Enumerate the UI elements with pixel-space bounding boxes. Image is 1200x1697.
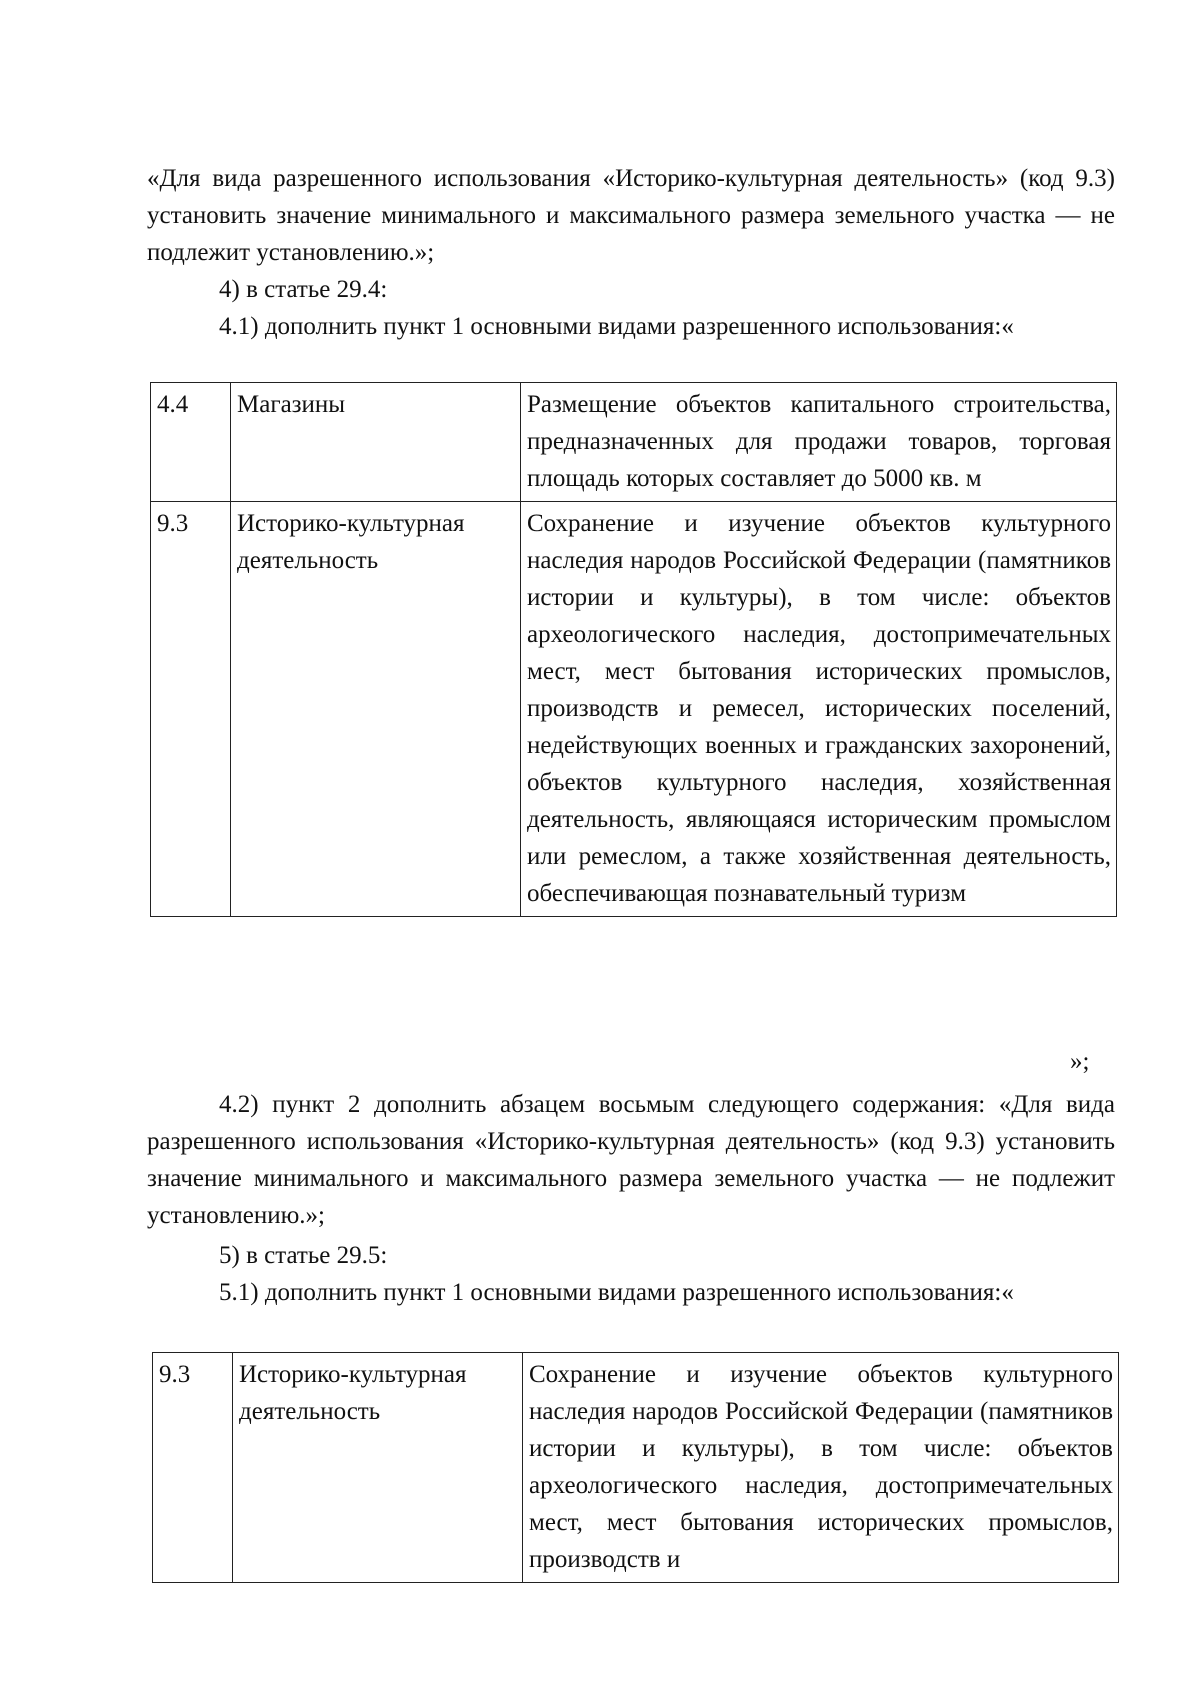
closing-quote: »; [1070, 1048, 1090, 1075]
table-cell-name: Историко-культурная деятельность [233, 1353, 523, 1583]
table-row [153, 1353, 1119, 1583]
table-row [151, 383, 1117, 502]
table-cell-code: 9.3 [153, 1353, 233, 1583]
paragraph-item-4-2: 4.2) пункт 2 дополнить абзацем восьмым следующего содержания: «Для вида разрешенного использования «Историко-культурная деятельность» (код 9.3) установить значение минимального и максимального размера земельного участка — не подлежит установлению.»; [147, 1091, 1115, 1229]
table-cell-description: Сохранение и изучение объектов культурного наследия народов Российской Федерации (памятников истории и культуры), в том числе: объектов археологического наследия, достопримечательных мест, мест бытования исторических промыслов, производств и [523, 1353, 1119, 1583]
table-cell-code: 4.4 [151, 383, 231, 502]
table-cell-description: Сохранение и изучение объектов культурного наследия народов Российской Федерации (памятников истории и культуры), в том числе: объектов археологического наследия, достопримечательных мест, мест бытования исторических промыслов, производств и ремесел, исторических поселений, недействующих военных и гражданских захоронений, объектов культурного наследия, хозяйственная деятельность, являющаяся историческим промыслом или ремеслом, а также хозяйственная деятельность, обеспечивающая познавательный туризм [521, 502, 1117, 917]
paragraph-zoning-rule: «Для вида разрешенного использования «Историко-культурная деятельность» (код 9.3) установить значение минимального и максимального размера земельного участка — не подлежит установлению.»; [147, 165, 1115, 266]
table-cell-description: Размещение объектов капитального строительства, предназначенных для продажи товаров, торговая площадь которых составляет до 5000 кв. м [521, 383, 1117, 502]
table-row [151, 502, 1117, 917]
table-cell-code: 9.3 [151, 502, 231, 917]
paragraph-item-5-1: 5.1) дополнить пункт 1 основными видами разрешенного использования:« [219, 1279, 1014, 1306]
paragraph-article-29-4: 4) в статье 29.4: [219, 276, 388, 303]
land-use-table-2 [152, 1352, 1119, 1583]
table-cell-name: Магазины [231, 383, 521, 502]
paragraph-item-4-1: 4.1) дополнить пункт 1 основными видами разрешенного использования:« [219, 313, 1014, 340]
land-use-table-1 [150, 382, 1117, 917]
table-cell-name: Историко-культурная деятельность [231, 502, 521, 917]
paragraph-article-29-5: 5) в статье 29.5: [219, 1242, 388, 1269]
